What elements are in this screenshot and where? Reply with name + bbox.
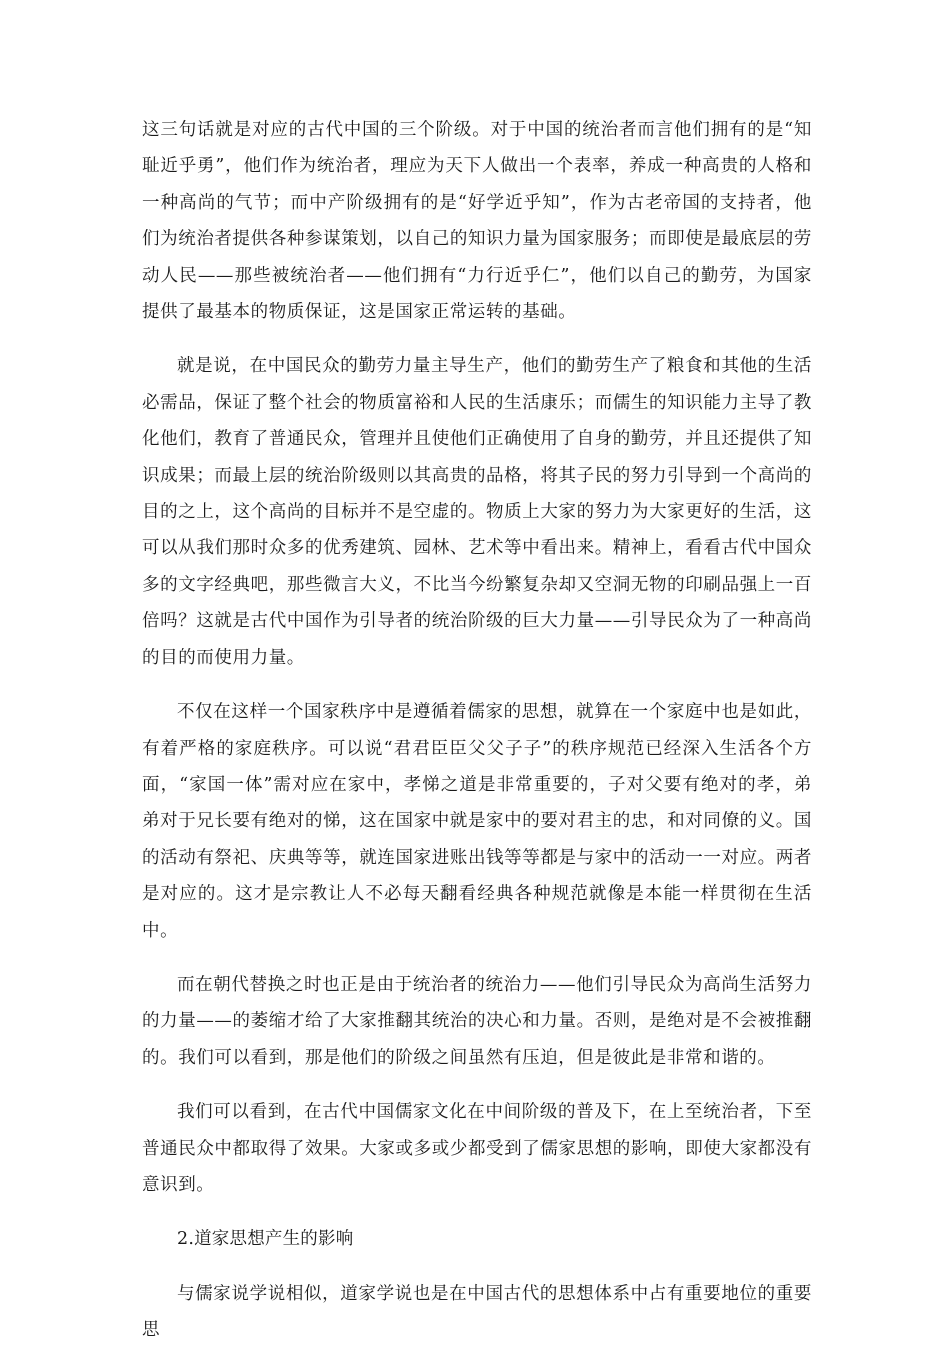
paragraph-family-order: 不仅在这样一个国家秩序中是遵循着儒家的思想，就算在一个家庭中也是如此，有着严格的家庭秩序。可以说“君君臣臣父父子子”的秩序规范已经深入生活各个方面，“家国一体”需对应在家中，孝悌之道是非常重要的，子对父要有绝对的孝，弟弟对于兄长要有绝对的悌，这在国家中就是家中的要对君主的忠，和对同僚的义。国的活动有祭祀、庆典等等，就连国家进账出钱等等都是与家中的活动一一对应。两者是对应的。这才是宗教让人不必每天翻看经典各种规范就像是本能一样贯彻在生活中。 [142,702,812,941]
paragraph-three-classes: 这三句话就是对应的古代中国的三个阶级。对于中国的统治者而言他们拥有的是“知耻近乎勇”，他们作为统治者，理应为天下人做出一个表率，养成一种高贵的人格和一种高尚的气节；而中产阶级拥有的是“好学近乎知”，作为古老帝国的支持者，他们为统治者提供各种参谋策划，以自己的知识力量为国家服务；而即使是最底层的劳动人民——那些被统治者——他们拥有“力行近乎仁”，他们以自己的勤劳，为国家提供了最基本的物质保证，这是国家正常运转的基础。 [142,120,812,323]
paragraph-confucian-influence: 我们可以看到，在古代中国儒家文化在中间阶级的普及下，在上至统治者，下至普通民众中都取得了效果。大家或多或少都受到了儒家思想的影响，即使大家都没有意识到。 [142,1102,812,1195]
paragraph-taoism-intro: 与儒家说学说相似，道家学说也是在中国古代的思想体系中占有重要地位的重要思 [142,1283,812,1341]
section-heading: 2.道家思想产生的影响 [177,1229,354,1250]
document-body [142,112,812,1367]
paragraph-guiding-power: 就是说，在中国民众的勤劳力量主导生产，他们的勤劳生产了粮食和其他的生活必需品，保证了整个社会的物质富裕和人民的生活康乐；而儒生的知识能力主导了教化他们，教育了普通民众，管理并且使他们正确使用了自身的勤劳，并且还提供了知识成果；而最上层的统治阶级则以其高贵的品格，将其子民的努力引导到一个高尚的目的之上，这个高尚的目标并不是空虚的。物质上大家的努力为大家更好的生活，这可以从我们那时众多的优秀建筑、园林、艺术等中看出来。精神上，看看古代中国众多的文字经典吧，那些微言大义，不比当今纷繁复杂却又空洞无物的印刷品强上一百倍吗？这就是古代中国作为引导者的统治阶级的巨大力量——引导民众为了一种高尚的目的而使用力量。 [142,356,812,668]
paragraph-dynasty-change: 而在朝代替换之时也正是由于统治者的统治力——他们引导民众为高尚生活努力的力量——的萎缩才给了大家推翻其统治的决心和力量。否则，是绝对是不会被推翻的。我们可以看到，那是他们的阶级之间虽然有压迫，但是彼此是非常和谐的。 [142,974,812,1068]
